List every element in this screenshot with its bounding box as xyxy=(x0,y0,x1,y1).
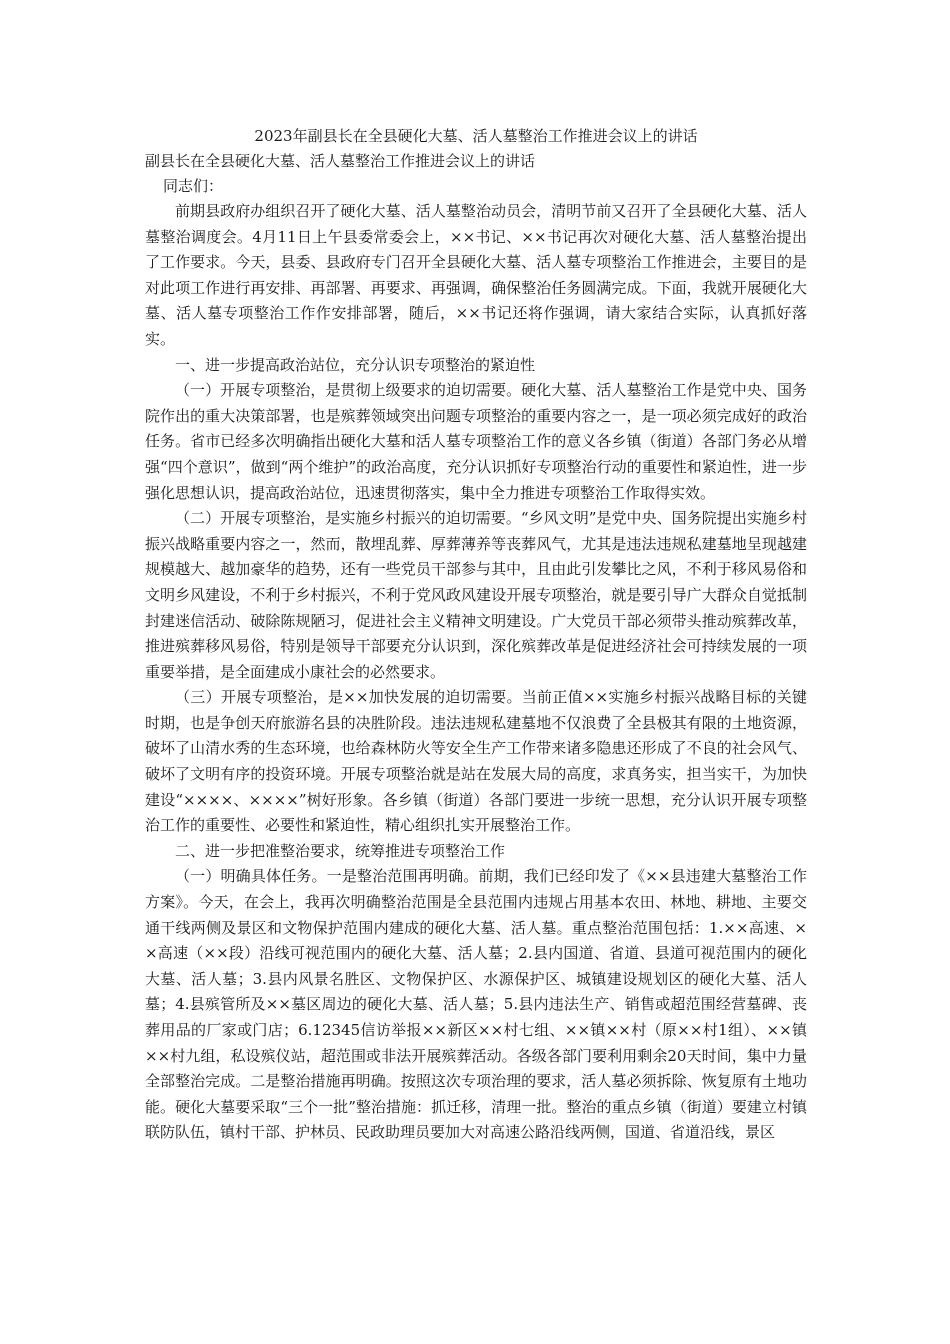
paragraph-1-3: （三）开展专项整治，是××加快发展的迫切需要。当前正值××实施乡村振兴战略目标的关键时期，也是争创天府旅游名县的决胜阶段。违法违规私建墓地不仅浪费了全县极其有限的土地资源，破坏了山清水秀的生态环境，也给森林防火等安全生产工作带来诸多隐患还形成了不良的社会风气、破坏了文明有序的投资环境。开展专项整治就是站在发展大局的高度，求真务实，担当实干，为加快建设“××××、××××”树好形象。各乡镇（街道）各部门要进一步统一思想，充分认识开展专项整治工作的重要性、必要性和紧迫性，精心组织扎实开展整治工作。 xyxy=(145,688,807,835)
paragraph-1-2: （二）开展专项整治，是实施乡村振兴的迫切需要。“乡风文明”是党中央、国务院提出实施乡村振兴战略重要内容之一，然而，散埋乱葬、厚葬薄养等丧葬风气，尤其是违法违规私建墓地呈现越建规模越大、越加豪华的趋势，还有一些党员干部参与其中，且由此引发攀比之风，不利于移风易俗和文明乡风建设，不利于乡村振兴，不利于党风政风建设开展专项整治，就是要引导广大群众自觉抵制封建迷信活动、破除陈规陋习，促进社会主义精神文明建设。广大党员干部必须带头推动殡葬改革，推进殡葬移风易俗，特别是领导干部要充分认识到，深化殡葬改革是促进经济社会可持续发展的一项重要举措，是全面建成小康社会的必然要求。 xyxy=(145,509,807,681)
document-title: 2023年副县长在全县硬化大墓、活人墓整治工作推进会议上的讲话 xyxy=(254,127,698,145)
document-subtitle: 副县长在全县硬化大墓、活人墓整治工作推进会议上的讲话 xyxy=(145,152,536,170)
document-page xyxy=(145,124,807,1146)
paragraph-2-1: （一）明确具体任务。一是整治范围再明确。前期，我们已经印发了《××县违建大墓整治工作方案》。今天，在会上，我再次明确整治范围是全县范围内违规占用基本农田、林地、耕地、主要交通干线两侧及景区和文物保护范围内建成的硬化大墓、活人墓。重点整治范围包括：1.××高速、××高速（××段）沿线可视范围内的硬化大墓、活人墓；2.县内国道、省道、县道可视范围内的硬化大墓、活人墓；3.县内风景名胜区、文物保护区、水源保护区、城镇建设规划区的硬化大墓、活人墓；4.县殡管所及××墓区周边的硬化大墓、活人墓；5.县内违法生产、销售或超范围经营墓碑、丧葬用品的厂家或门店；6.12345信访举报××新区××村七组、××镇××村（原××村1组）、××镇××村九组，私设殡仪站，超范围或非法开展殡葬活动。各级各部门要利用剩余20天时间，集中力量全部整治完成。二是整治措施再明确。按照这次专项治理的要求，活人墓必须拆除、恢复原有土地功能。硬化大墓要采取“三个一批”整治措施：抓迁移，清理一批。整治的重点乡镇（街道）要建立村镇联防队伍，镇村干部、护林员、民政助理员要加大对高速公路沿线两侧，国道、省道沿线，景区 xyxy=(145,867,807,1142)
section-heading-1: 一、进一步提高政治站位，充分认识专项整治的紧迫性 xyxy=(175,355,536,374)
salutation: 同志们： xyxy=(163,177,224,195)
section-heading-2: 二、进一步把准整治要求，统筹推进专项整治工作 xyxy=(175,841,506,860)
paragraph-intro: 前期县政府办组织召开了硬化大墓、活人墓整治动员会，清明节前又召开了全县硬化大墓、活人墓整治调度会。4月11日上午县委常委会上，××书记、××书记再次对硬化大墓、活人墓整治提出了工作要求。今天，县委、县政府专门召开全县硬化大墓、活人墓专项整治工作推进会，主要目的是对此项工作进行再安排、再部署、再要求、再强调，确保整治任务圆满完成。下面，我就开展硬化大墓、活人墓专项整治工作作安排部署，随后，××书记还将作强调，请大家结合实际，认真抓好落实。 xyxy=(145,202,807,348)
paragraph-1-1: （一）开展专项整治，是贯彻上级要求的迫切需要。硬化大墓、活人墓整治工作是党中央、国务院作出的重大决策部署，也是殡葬领域突出问题专项整治的重要内容之一，是一项必须完成好的政治任务。省市已经多次明确指出硬化大墓和活人墓专项整治工作的意义各乡镇（街道）各部门务必从增强“四个意识”，做到“两个维护”的政治高度，充分认识抓好专项整治行动的重要性和紧迫性，进一步强化思想认识，提高政治站位，迅速贯彻落实，集中全力推进专项整治工作取得实效。 xyxy=(145,381,807,502)
